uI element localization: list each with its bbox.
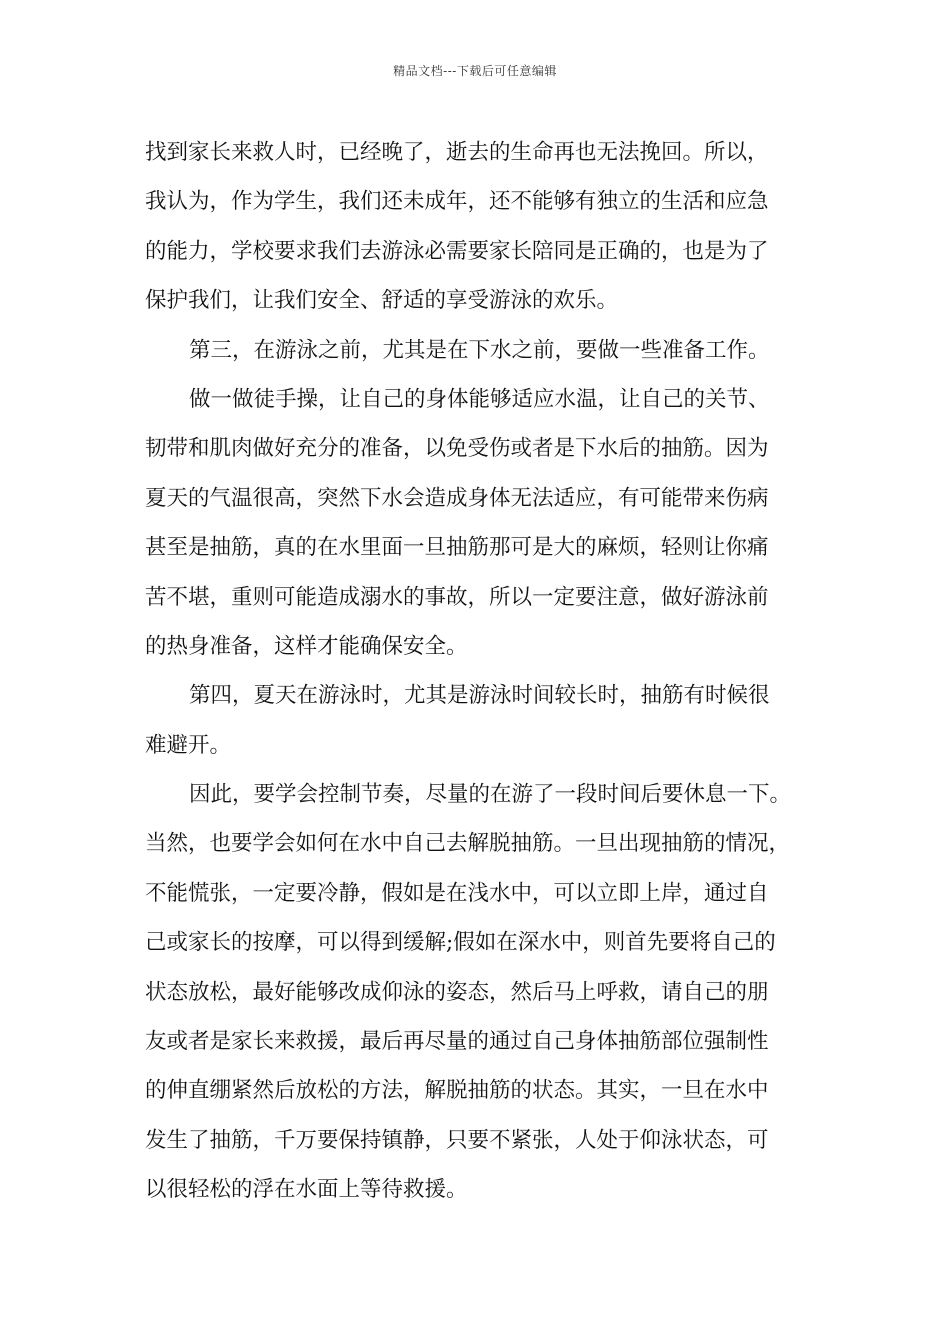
body-text <box>145 128 810 1215</box>
text-line: 找到家长来救人时，已经晚了，逝去的生命再也无法挽回。所以， <box>145 140 769 165</box>
text-line: 状态放松，最好能够改成仰泳的姿态，然后马上呼救，请自己的朋 <box>145 979 769 1005</box>
text-line: 难避开。 <box>145 732 232 758</box>
text-line: 做一做徒手操，让自己的身体能够适应水温，让自己的关节、 <box>189 386 770 412</box>
text-line: 以很轻松的浮在水面上等待救援。 <box>145 1177 468 1203</box>
text-line: 苦不堪，重则可能造成溺水的事故，所以一定要注意，做好游泳前 <box>145 584 769 610</box>
text-line: 甚至是抽筋，真的在水里面一旦抽筋那可是大的麻烦，轻则让你痛 <box>145 535 769 561</box>
text-line: 友或者是家长来救援，最后再尽量的通过自己身体抽筋部位强制性 <box>145 1029 769 1055</box>
text-line: 我认为，作为学生，我们还未成年，还不能够有独立的生活和应急 <box>145 189 769 215</box>
text-line: 的能力，学校要求我们去游泳必需要家长陪同是正确的，也是为了 <box>145 238 769 264</box>
text-line: 因此，要学会控制节奏，尽量的在游了一段时间后要休息一下。 <box>189 782 792 808</box>
text-line: 不能慌张，一定要冷静，假如是在浅水中，可以立即上岸，通过自 <box>145 880 769 906</box>
text-line: 己或家长的按摩，可以得到缓解;假如在深水中，则首先要将自己的 <box>145 930 776 956</box>
text-line: 夏天的气温很高，突然下水会造成身体无法适应，有可能带来伤病 <box>145 485 769 511</box>
text-line: 第三，在游泳之前，尤其是在下水之前，要做一些准备工作。 <box>189 337 770 363</box>
text-line: 发生了抽筋，千万要保持镇静，只要不紧张，人处于仰泳状态，可 <box>145 1127 769 1153</box>
page-header: 精品文档---下载后可任意编辑 <box>393 64 557 78</box>
text-line: 保护我们，让我们安全、舒适的享受游泳的欢乐。 <box>145 288 619 314</box>
text-line: 第四，夏天在游泳时，尤其是游泳时间较长时，抽筋有时候很 <box>189 683 770 709</box>
text-line: 的伸直绷紧然后放松的方法，解脱抽筋的状态。其实，一旦在水中 <box>145 1078 769 1104</box>
text-line: 的热身准备，这样才能确保安全。 <box>145 633 468 659</box>
text-line: 当然，也要学会如何在水中自己去解脱抽筋。一旦出现抽筋的情况， <box>145 831 791 857</box>
text-line: 韧带和肌肉做好充分的准备，以免受伤或者是下水后的抽筋。因为 <box>145 436 769 462</box>
